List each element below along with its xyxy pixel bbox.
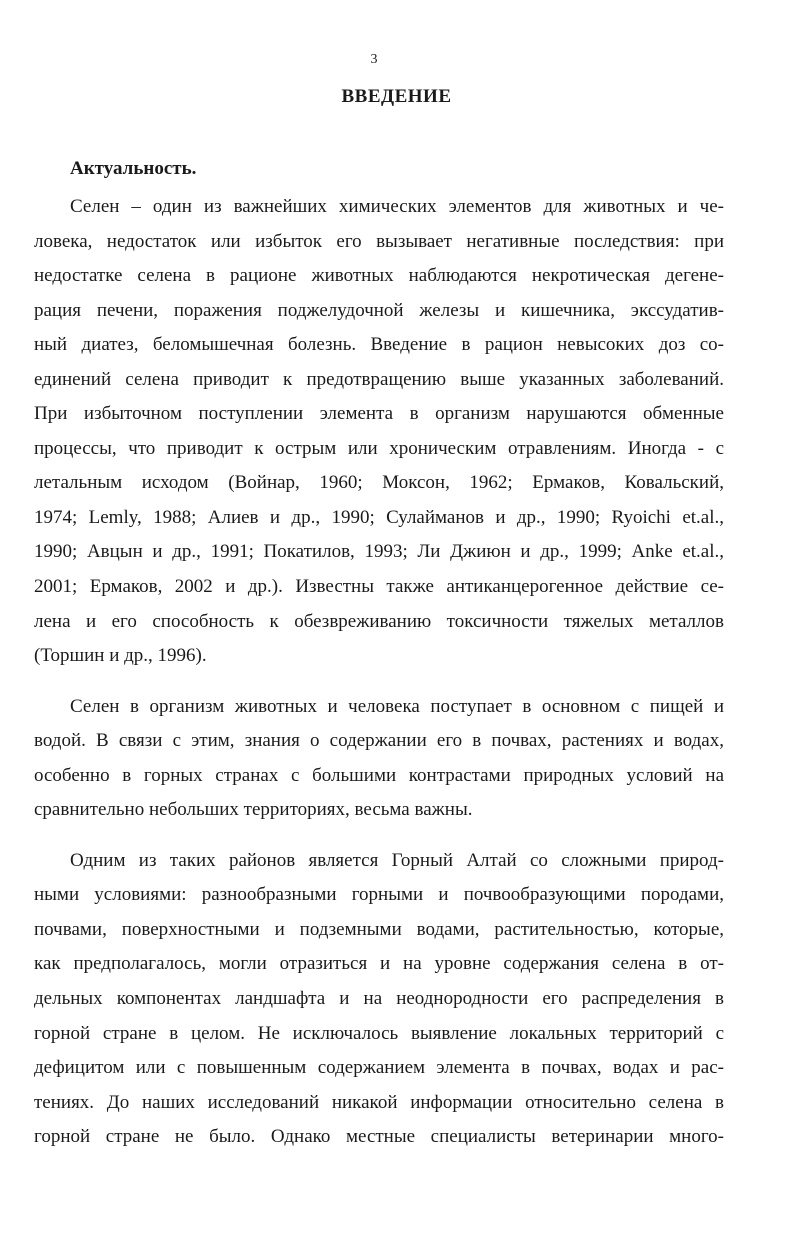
text-line: почвами, поверхностными и подземными водами, растительностью, которые, xyxy=(34,918,724,940)
text-line: лена и его способность к обезвреживанию токсичности тяжелых металлов xyxy=(34,610,724,632)
text-line: При избыточном поступлении элемента в организм нарушаются обменные xyxy=(34,403,724,425)
text-line: ными условиями: разнообразными горными и почвообразующими породами, xyxy=(34,884,724,906)
text-line: сравнительно небольших территориях, весьма важны. xyxy=(34,799,473,821)
text-line: особенно в горных странах с большими контрастами природных условий на xyxy=(34,764,724,786)
text-line: летальным исходом (Войнар, 1960; Моксон, 1962; Ермаков, Ковальский, xyxy=(34,472,724,494)
text-line: водой. В связи с этим, знания о содержании его в почвах, растениях и водах, xyxy=(34,730,724,752)
section-heading: Актуальность. xyxy=(70,158,197,179)
text-line: 2001; Ермаков, 2002 и др.). Известны также антиканцерогенное действие се- xyxy=(34,576,724,598)
text-line: тениях. До наших исследований никакой информации относительно селена в xyxy=(34,1091,724,1113)
text-line: единений селена приводит к предотвращению выше указанных заболеваний. xyxy=(34,368,724,390)
text-line: как предполагалось, могли отразиться и на уровне содержания селена в от- xyxy=(34,953,724,975)
text-line: (Торшин и др., 1996). xyxy=(34,645,207,667)
text-line: дефицитом или с повышенным содержанием элемента в почвах, водах и рас- xyxy=(34,1057,724,1079)
body-text xyxy=(34,190,724,1155)
text-line: Селен – один из важнейших химических элементов для животных и че- xyxy=(70,196,724,217)
paragraph-1 xyxy=(34,190,724,674)
page-number: 3 xyxy=(370,52,378,67)
text-line: дельных компонентах ландшафта и на неоднородности его распределения в xyxy=(34,988,724,1010)
text-line: недостатке селена в рационе животных наблюдаются некротическая дегене- xyxy=(34,265,724,287)
text-line: ный диатез, беломышечная болезнь. Введение в рацион невысоких доз со- xyxy=(34,334,724,356)
text-line: горной стране не было. Однако местные специалисты ветеринарии много- xyxy=(34,1126,724,1148)
paragraph-3 xyxy=(34,844,724,1155)
page-title: ВВЕДЕНИЕ xyxy=(341,86,452,107)
text-line: ловека, недостаток или избыток его вызывает негативные последствия: при xyxy=(34,230,724,252)
text-line: горной стране в целом. Не исключалось выявление локальных территорий с xyxy=(34,1022,724,1044)
text-line: процессы, что приводит к острым или хроническим отравлениям. Иногда - с xyxy=(34,437,724,459)
text-line: рация печени, поражения поджелудочной железы и кишечника, экссудатив- xyxy=(34,299,724,321)
paragraph-2 xyxy=(34,690,724,828)
text-line: 1974; Lemly, 1988; Алиев и др., 1990; Сулайманов и др., 1990; Ryoichi et.al., xyxy=(34,506,724,528)
text-line: Селен в организм животных и человека поступает в основном с пищей и xyxy=(70,695,724,717)
text-line: 1990; Авцын и др., 1991; Покатилов, 1993; Ли Джиюн и др., 1999; Anke et.al., xyxy=(34,541,724,563)
text-line: Одним из таких районов является Горный Алтай со сложными природ- xyxy=(70,849,724,871)
